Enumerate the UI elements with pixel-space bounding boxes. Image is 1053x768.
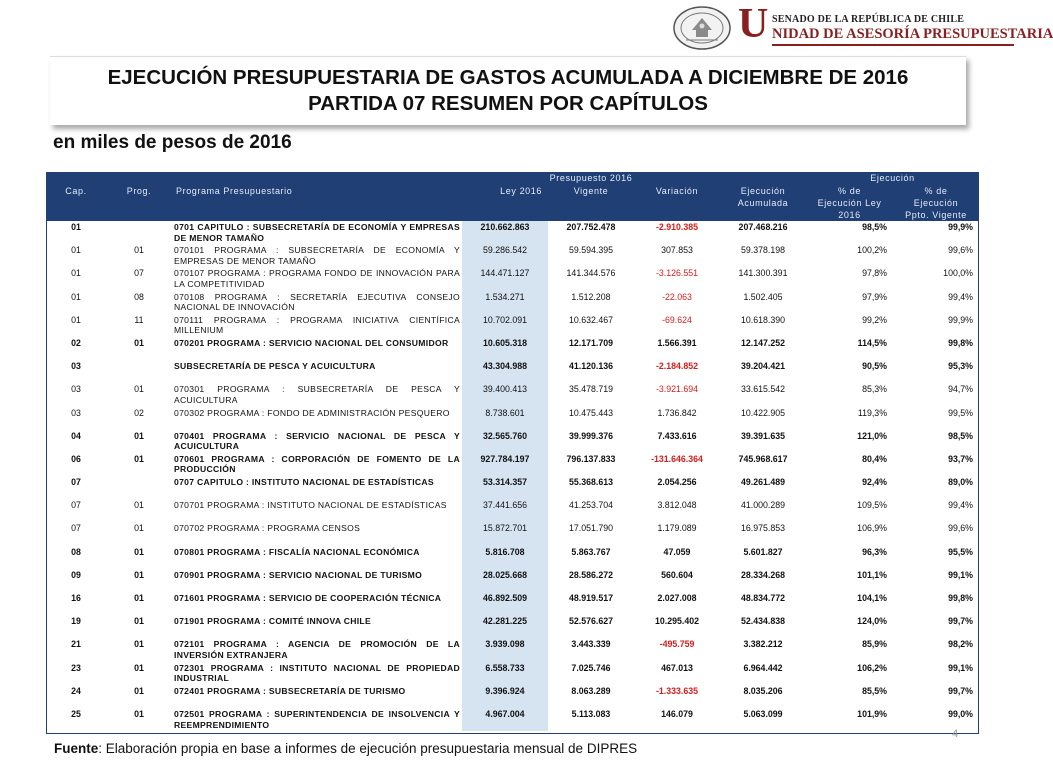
row-vigente: 48.919.517 — [568, 593, 614, 603]
senate-seal-icon — [672, 6, 732, 50]
row-ejecucion: 5.601.827 — [743, 546, 783, 557]
table-row — [46, 592, 979, 615]
header-group-row — [46, 172, 979, 185]
row-variacion: 1.736.842 — [657, 407, 697, 418]
row-variacion: -1.333.635 — [655, 685, 699, 696]
table-row — [46, 499, 979, 522]
row-pct-vigente: 99,9% — [948, 314, 974, 325]
table-body — [46, 221, 979, 731]
row-prog: 01 — [134, 685, 144, 696]
row-variacion: 560.604 — [661, 569, 693, 580]
row-pct-vigente: 93,7% — [948, 453, 974, 464]
row-variacion: 467.013 — [661, 662, 693, 673]
row-vigente: 207.752.478 — [566, 222, 616, 232]
row-pct-ley: 80,4% — [862, 453, 888, 464]
row-cap: 19 — [71, 616, 81, 627]
row-pct-vigente: 99,9% — [948, 222, 974, 232]
row-ejecucion: 48.834.772 — [741, 593, 786, 603]
row-variacion: 47.059 — [663, 546, 691, 557]
row-variacion: -131.646.364 — [651, 453, 703, 464]
row-pct-vigente: 94,7% — [948, 384, 974, 395]
row-vigente: 41.253.704 — [568, 500, 614, 511]
col-prog: Prog. — [106, 185, 172, 221]
row-programa: 070108 PROGRAMA : SECRETARÍA EJECUTIVA CONSEJO NACIONAL DE INNOVACIÓN — [174, 291, 460, 313]
row-pct-vigente: 99,4% — [948, 291, 974, 302]
row-ley: 9.396.924 — [462, 685, 548, 708]
row-ejecucion: 10.618.390 — [741, 314, 786, 325]
row-pct-ley: 100,2% — [857, 245, 888, 256]
row-cap: 07 — [71, 523, 81, 534]
row-programa: 070301 PROGRAMA : SUBSECRETARÍA DE PESCA Y ACUICULTURA — [174, 384, 460, 405]
row-vigente: 52.576.627 — [568, 616, 614, 627]
row-cap: 24 — [71, 685, 81, 696]
header-logo — [672, 1, 1053, 50]
row-ejecucion: 28.334.268 — [741, 569, 786, 580]
row-ley: 10.605.318 — [462, 337, 548, 360]
row-ley: 32.565.760 — [462, 430, 548, 453]
row-programa: 070107 PROGRAMA : PROGRAMA FONDO DE INNOVACIÓN PARA LA COMPETITIVIDAD — [174, 268, 460, 289]
row-prog: 01 — [134, 523, 144, 534]
header-spacer-2 — [720, 172, 806, 185]
row-programa: SUBSECRETARÍA DE PESCA Y ACUICULTURA — [174, 361, 376, 372]
row-vigente: 3.443.339 — [571, 639, 611, 650]
row-prog: 01 — [134, 245, 144, 256]
row-variacion: -3.126.551 — [655, 268, 699, 279]
row-ley: 6.558.733 — [462, 662, 548, 685]
row-prog — [106, 221, 172, 244]
col-ejecucion — [720, 185, 806, 221]
row-ley: 4.967.004 — [462, 708, 548, 731]
row-ejecucion: 141.300.391 — [738, 268, 788, 279]
row-vigente: 28.586.272 — [568, 569, 614, 580]
row-vigente: 1.512.208 — [571, 291, 611, 302]
col-pct-ley-l1: % de — [838, 186, 861, 196]
row-ley: 59.286.542 — [462, 244, 548, 267]
row-variacion: 307.853 — [661, 245, 693, 256]
row-cap: 23 — [71, 662, 81, 673]
row-programa: 070302 PROGRAMA : FONDO DE ADMINISTRACIÓN PESQUERO — [174, 407, 450, 418]
row-pct-ley: 106,2% — [857, 662, 888, 673]
row-variacion: 146.079 — [661, 708, 693, 719]
row-vigente: 12.171.709 — [568, 337, 614, 348]
row-cap: 06 — [71, 453, 81, 464]
table-row — [46, 360, 979, 383]
row-ejecucion: 8.035.206 — [743, 685, 783, 696]
row-pct-vigente: 98,5% — [948, 430, 974, 441]
row-pct-ley: 85,9% — [862, 639, 888, 650]
row-cap: 01 — [71, 314, 81, 325]
row-pct-ley: 92,4% — [862, 477, 888, 488]
row-variacion: -69.624 — [662, 314, 692, 325]
row-pct-vigente: 99,6% — [948, 523, 974, 534]
header-group-ejecucion: Ejecución — [806, 172, 979, 185]
row-pct-ley: 109,5% — [857, 500, 888, 511]
row-cap: 07 — [71, 477, 81, 488]
row-pct-ley: 98,5% — [862, 222, 888, 232]
table-row — [46, 430, 979, 453]
row-vigente: 55.368.613 — [568, 477, 614, 488]
row-pct-vigente: 99,6% — [948, 245, 974, 256]
row-cap: 01 — [71, 291, 81, 302]
row-variacion: 7.433.616 — [657, 430, 697, 441]
row-pct-ley: 101,1% — [857, 569, 888, 580]
row-pct-vigente: 95,5% — [948, 546, 974, 557]
col-vigente: Vigente — [548, 185, 634, 221]
row-ejecucion: 5.063.099 — [743, 708, 783, 719]
row-vigente: 41.120.136 — [568, 361, 614, 372]
row-prog: 01 — [134, 453, 144, 464]
row-pct-vigente: 98,2% — [948, 639, 974, 650]
row-ejecucion: 33.615.542 — [741, 384, 786, 395]
row-pct-ley: 124,0% — [857, 616, 888, 627]
row-programa: 070601 PROGRAMA : CORPORACIÓN DE FOMENTO DE LA PRODUCCIÓN — [174, 453, 460, 475]
col-ejecucion-l2: Acumulada — [737, 198, 789, 208]
row-programa: 072301 PROGRAMA : INSTITUTO NACIONAL DE PROPIEDAD INDUSTRIAL — [174, 662, 460, 684]
row-programa: 071601 PROGRAMA : SERVICIO DE COOPERACIÓN TÉCNICA — [174, 593, 442, 603]
row-variacion: -2.910.385 — [655, 222, 699, 232]
header-spacer — [46, 172, 462, 185]
page-number: 4 — [952, 728, 959, 740]
row-variacion: 2.027.008 — [657, 593, 697, 603]
row-variacion: -22.063 — [662, 291, 692, 302]
row-pct-ley: 114,5% — [857, 337, 888, 348]
row-pct-ley: 104,1% — [857, 593, 888, 603]
row-ley: 144.471.127 — [462, 267, 548, 290]
title-box — [50, 56, 966, 125]
col-pct-ley-l3: 2016 — [838, 210, 861, 220]
row-ejecucion: 59.378.198 — [741, 245, 786, 256]
row-pct-ley: 97,8% — [862, 268, 888, 279]
row-pct-vigente: 100,0% — [943, 268, 974, 279]
row-programa: 070101 PROGRAMA : SUBSECRETARÍA DE ECONOMÍA Y EMPRESAS DE MENOR TAMAÑO — [174, 245, 460, 266]
row-prog: 07 — [134, 268, 144, 279]
source-text: : Elaboración propia en base a informes de ejecución presupuestaria mensual de DIPRES — [98, 741, 638, 756]
row-ley: 15.872.701 — [462, 522, 548, 545]
row-cap: 07 — [71, 500, 81, 511]
row-cap: 03 — [71, 384, 81, 395]
table-row — [46, 522, 979, 545]
row-ley: 5.816.708 — [462, 546, 548, 569]
budget-table — [46, 172, 979, 731]
row-pct-vigente: 99,4% — [948, 500, 974, 511]
col-ejecucion-l1: Ejecución — [740, 186, 786, 196]
col-programa: Programa Presupuestario — [172, 185, 462, 221]
row-pct-vigente: 95,3% — [948, 361, 974, 372]
row-pct-ley: 119,3% — [857, 407, 888, 418]
row-pct-vigente: 99,1% — [948, 662, 974, 673]
table-row — [46, 615, 979, 638]
budget-table-wrapper — [46, 172, 979, 734]
col-variacion: Variación — [634, 185, 720, 221]
row-variacion: -2.184.852 — [655, 361, 699, 372]
col-pct-vigente — [893, 185, 979, 221]
col-cap: Cap. — [46, 185, 106, 221]
row-programa: 070701 PROGRAMA : INSTITUTO NACIONAL DE ESTADÍSTICAS — [174, 500, 447, 511]
table-row — [46, 662, 979, 685]
row-ley: 8.738.601 — [462, 407, 548, 430]
row-cap: 02 — [71, 337, 81, 348]
row-prog — [106, 476, 172, 499]
row-ejecucion: 41.000.289 — [741, 500, 786, 511]
row-ejecucion: 207.468.216 — [738, 222, 788, 232]
row-cap: 01 — [71, 222, 81, 232]
table-row — [46, 291, 979, 314]
row-prog: 01 — [134, 639, 144, 650]
row-ley: 43.304.988 — [462, 360, 548, 383]
row-cap: 25 — [71, 708, 81, 719]
row-ley: 210.662.863 — [462, 221, 548, 244]
row-vigente: 35.478.719 — [568, 384, 614, 395]
row-ejecucion: 745.968.617 — [738, 453, 788, 464]
row-pct-ley: 101,9% — [857, 708, 888, 719]
row-ley: 1.534.271 — [462, 291, 548, 314]
brand-initial: U — [738, 1, 769, 47]
row-pct-vigente: 99,5% — [948, 407, 974, 418]
row-prog: 01 — [134, 500, 144, 511]
source-note — [54, 741, 637, 756]
row-pct-vigente: 89,0% — [948, 477, 974, 488]
row-pct-vigente: 99,1% — [948, 569, 974, 580]
row-pct-ley: 85,5% — [862, 685, 888, 696]
row-vigente: 141.344.576 — [566, 268, 616, 279]
row-variacion: 1.566.391 — [657, 337, 697, 348]
row-ley: 28.025.668 — [462, 569, 548, 592]
row-ejecucion: 49.261.489 — [741, 477, 786, 488]
row-programa: 072401 PROGRAMA : SUBSECRETARÍA DE TURISMO — [174, 685, 406, 696]
row-variacion: -495.759 — [659, 639, 695, 650]
table-row — [46, 383, 979, 406]
row-pct-ley: 85,3% — [862, 384, 888, 395]
row-prog: 01 — [134, 546, 144, 557]
row-programa: 0701 CAPITULO : SUBSECRETARÍA DE ECONOMÍA Y EMPRESAS DE MENOR TAMAÑO — [174, 222, 460, 243]
table-row — [46, 476, 979, 499]
row-vigente: 5.863.767 — [571, 546, 611, 557]
row-ejecucion: 1.502.405 — [743, 291, 783, 302]
row-variacion: 10.295.402 — [654, 616, 700, 627]
row-prog: 01 — [134, 430, 144, 441]
brand-senate-label: SENADO DE LA REPÚBLICA DE CHILE — [772, 14, 965, 25]
row-programa: 070702 PROGRAMA : PROGRAMA CENSOS — [174, 523, 361, 534]
row-programa: 070201 PROGRAMA : SERVICIO NACIONAL DEL CONSUMIDOR — [174, 337, 449, 348]
row-programa: 070801 PROGRAMA : FISCALÍA NACIONAL ECONÓMICA — [174, 546, 420, 557]
units-subtitle: en miles de pesos de 2016 — [53, 132, 292, 153]
table-row — [46, 407, 979, 430]
row-pct-vigente: 99,7% — [948, 616, 974, 627]
header-columns-row — [46, 185, 979, 221]
table-row — [46, 453, 979, 476]
row-cap: 01 — [71, 245, 81, 256]
row-pct-ley: 90,5% — [862, 361, 888, 372]
table-row — [46, 685, 979, 708]
row-ejecucion: 39.204.421 — [741, 361, 786, 372]
row-ley: 42.281.225 — [462, 615, 548, 638]
row-ley: 10.702.091 — [462, 314, 548, 337]
row-vigente: 5.113.083 — [571, 708, 611, 719]
row-programa: 072101 PROGRAMA : AGENCIA DE PROMOCIÓN DE LA INVERSIÓN EXTRANJERA — [174, 639, 460, 660]
row-ejecucion: 3.382.212 — [743, 639, 783, 650]
table-row — [46, 638, 979, 661]
row-prog: 08 — [134, 291, 144, 302]
row-variacion: 1.179.089 — [657, 523, 697, 534]
row-vigente: 8.063.289 — [571, 685, 611, 696]
row-programa: 070111 PROGRAMA : PROGRAMA INICIATIVA CIENTÍFICA MILLENIUM — [174, 314, 460, 336]
row-prog: 02 — [134, 407, 144, 418]
row-vigente: 10.475.443 — [568, 407, 614, 418]
row-vigente: 39.999.376 — [568, 430, 614, 441]
row-pct-vigente: 99,7% — [948, 685, 974, 696]
row-prog: 01 — [134, 593, 144, 603]
row-programa: 0707 CAPITULO : INSTITUTO NACIONAL DE ESTADÍSTICAS — [174, 477, 434, 488]
row-prog: 01 — [134, 616, 144, 627]
row-pct-ley: 121,0% — [857, 430, 888, 441]
row-prog: 01 — [134, 384, 144, 395]
page-title-line2: PARTIDA 07 RESUMEN POR CAPÍTULOS — [308, 92, 708, 115]
row-ejecucion: 16.975.853 — [741, 523, 786, 534]
row-prog: 01 — [134, 569, 144, 580]
table-row — [46, 708, 979, 731]
row-programa: 072501 PROGRAMA : SUPERINTENDENCIA DE INSOLVENCIA Y REEMPRENDIMIENTO — [174, 708, 460, 730]
row-cap: 09 — [71, 569, 81, 580]
table-row — [46, 569, 979, 592]
row-pct-ley: 97,9% — [862, 291, 888, 302]
row-ley: 37.441.656 — [462, 499, 548, 522]
row-prog: 01 — [134, 708, 144, 719]
brand-underline — [772, 44, 1014, 46]
row-ley: 927.784.197 — [462, 453, 548, 476]
table-row — [46, 267, 979, 290]
row-pct-vigente: 99,0% — [948, 708, 974, 719]
brand-unit-label: NIDAD DE ASESORÍA PRESUPUESTARIA — [772, 26, 1053, 42]
row-programa: 071901 PROGRAMA : COMITÉ INNOVA CHILE — [174, 616, 372, 627]
row-variacion: -3.921.694 — [655, 384, 699, 395]
table-row — [46, 337, 979, 360]
row-vigente: 59.594.395 — [568, 245, 614, 256]
table-row — [46, 546, 979, 569]
row-pct-vigente: 99,8% — [948, 337, 974, 348]
row-ejecucion: 6.964.442 — [743, 662, 783, 673]
row-cap: 03 — [71, 407, 81, 418]
row-variacion: 2.054.256 — [657, 477, 697, 488]
row-cap: 01 — [71, 268, 81, 279]
row-cap: 04 — [71, 430, 81, 441]
row-cap: 03 — [71, 361, 81, 372]
row-cap: 16 — [71, 593, 81, 603]
row-pct-vigente: 99,8% — [948, 593, 974, 603]
col-pct-vig-l1: % de — [924, 186, 948, 196]
row-prog — [106, 360, 172, 383]
row-cap: 21 — [71, 639, 81, 650]
row-ley: 53.314.357 — [462, 476, 548, 499]
row-ejecucion: 52.434.838 — [741, 616, 786, 627]
row-prog: 01 — [134, 337, 144, 348]
row-cap: 08 — [71, 546, 81, 557]
row-ley: 39.400.413 — [462, 383, 548, 406]
col-pct-vig-l3: Ppto. Vigente — [905, 210, 967, 220]
col-pct-ley-l2: Ejecución Ley — [817, 198, 882, 208]
row-pct-ley: 106,9% — [857, 523, 888, 534]
col-pct-vig-l2: Ejecución — [913, 198, 959, 208]
row-prog: 11 — [134, 314, 144, 325]
col-pct-ley — [806, 185, 893, 221]
table-row — [46, 221, 979, 244]
table-row — [46, 244, 979, 267]
row-programa: 070901 PROGRAMA : SERVICIO NACIONAL DE TURISMO — [174, 569, 423, 580]
row-vigente: 7.025.746 — [571, 662, 611, 673]
row-pct-ley: 96,3% — [862, 546, 888, 557]
col-ley: Ley 2016 — [462, 185, 548, 221]
header-group-presupuesto: Presupuesto 2016 — [462, 172, 720, 185]
row-ley: 3.939.098 — [462, 638, 548, 661]
row-vigente: 17.051.790 — [568, 523, 614, 534]
row-vigente: 796.137.833 — [566, 453, 616, 464]
table-row — [46, 314, 979, 337]
row-ejecucion: 39.391.635 — [741, 430, 786, 441]
row-ejecucion: 10.422.905 — [741, 407, 786, 418]
row-ejecucion: 12.147.252 — [741, 337, 786, 348]
row-variacion: 3.812.048 — [657, 500, 697, 511]
table-header — [46, 172, 979, 221]
row-programa: 070401 PROGRAMA : SERVICIO NACIONAL DE PESCA Y ACUICULTURA — [174, 430, 460, 452]
page-title-line1: EJECUCIÓN PRESUPUESTARIA DE GASTOS ACUMULADA A DICIEMBRE DE 2016 — [107, 66, 909, 89]
row-vigente: 10.632.467 — [568, 314, 614, 325]
row-ley: 46.892.509 — [462, 592, 548, 615]
source-label: Fuente — [54, 741, 99, 756]
row-pct-ley: 99,2% — [862, 314, 888, 325]
row-prog: 01 — [134, 662, 144, 673]
